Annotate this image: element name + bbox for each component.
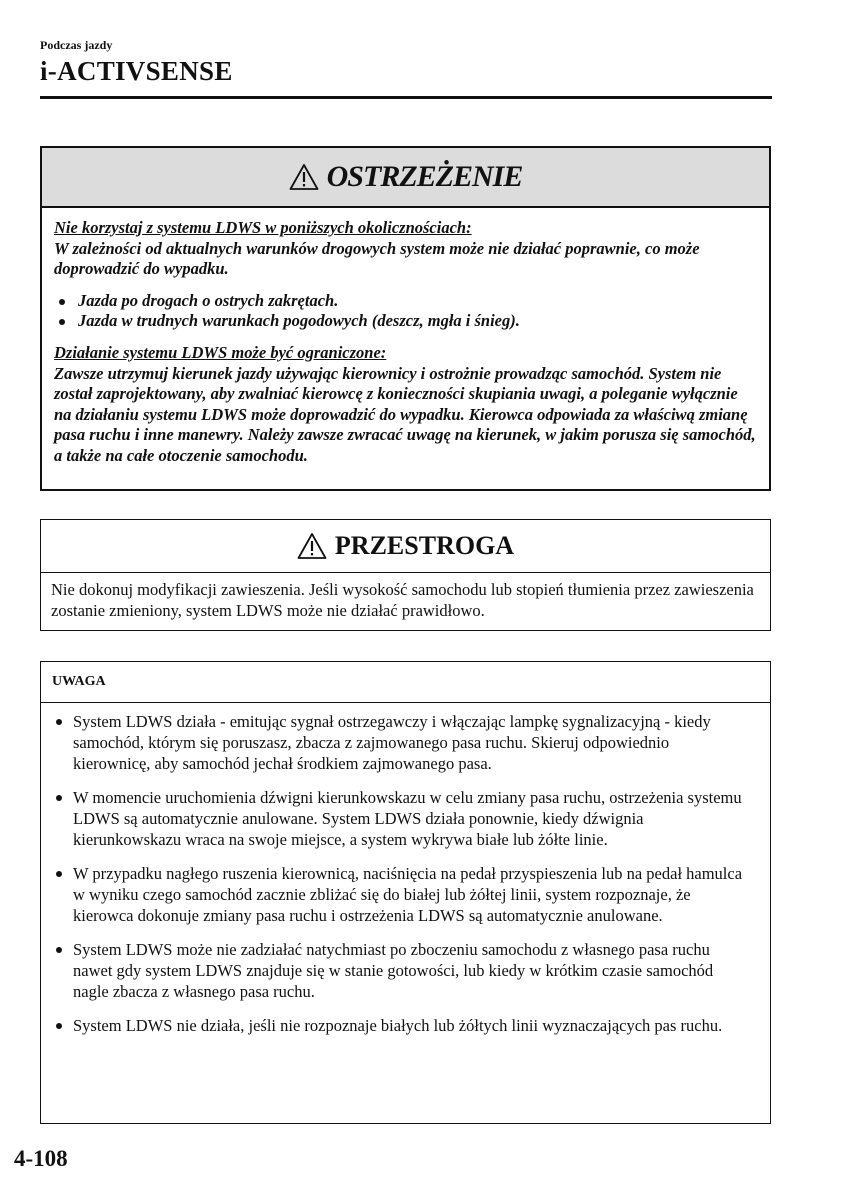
- warning-bullet: Jazda po drogach o ostrych zakrętach.: [54, 291, 757, 312]
- page-number: 4-108: [14, 1146, 68, 1171]
- warning-triangle-icon: [297, 532, 327, 560]
- warning-bullet: Jazda w trudnych warunkach pogodowych (deszcz, mgła i śnieg).: [54, 311, 757, 332]
- caution-heading: PRZESTROGA: [334, 531, 515, 560]
- caution-body: [41, 573, 770, 621]
- warning-bullet-list: [54, 291, 757, 332]
- warning-block2-text: Zawsze utrzymuj kierunek jazdy używając kierownicy i ostrożnie prowadząc samochód. System nie został zaprojektowany, aby zwalniać kierowcę z konieczności skupiania uwagi, a poleganie wyłącznie na działaniu systemu LDWS może doprowadzić do wypadku. Kierowca odpowiada za właściwą zmianę pasa ruchu i inne manewry. Należy zawsze zwracać uwagę na kierunek, w jakim porusza się samochód, a także na całe otoczenie samochodu.: [54, 363, 756, 465]
- section-label: Podczas jazdy: [40, 38, 113, 52]
- warning-triangle-icon: [289, 163, 319, 191]
- note-item: System LDWS działa - emitując sygnał ostrzegawczy i włączając lampkę sygnalizacyjną - kiedy samochód, którym się poruszasz, zbacza z zajmowanego pasa ruchu. Skieruj odpowiednio kierownicę, aby samochód jechał środkiem zajmowanego pasa.: [51, 711, 750, 774]
- warning-block2-title: Działanie systemu LDWS może być ograniczone:: [54, 342, 387, 362]
- note-item: W momencie uruchomienia dźwigni kierunkowskazu w celu zmiany pasa ruchu, ostrzeżenia systemu LDWS są automatycznie anulowane. System LDWS działa ponownie, kiedy dźwignia kierunkowskazu wraca na swoje miejsce, a system wykrywa białe lub żółte linie.: [51, 787, 750, 850]
- note-item: W przypadku nagłego ruszenia kierownicą, naciśnięcia na pedał przyspieszenia lub na pedał hamulca w wyniku czego samochód zacznie zbliżać się do białej lub żółtej linii, system rozpoznaje, że kierowca dokonuje zmiany pasa ruchu i ostrzeżenia LDWS są automatycznie anulowane.: [51, 863, 750, 926]
- warning-block1-text: W zależności od aktualnych warunków drogowych system może nie działać poprawnie, co może doprowadzić do wypadku.: [54, 238, 700, 279]
- warning-body: [42, 208, 769, 467]
- page-title: i-ACTIVSENSE: [40, 56, 233, 86]
- note-heading: UWAGA: [41, 662, 770, 703]
- warning-heading: OSTRZEŻENIE: [326, 160, 523, 193]
- title-divider: [40, 96, 772, 99]
- warning-box: [40, 146, 771, 491]
- note-list: [41, 703, 770, 1036]
- caution-box: [40, 519, 771, 631]
- note-item: System LDWS nie działa, jeśli nie rozpoznaje białych lub żółtych linii wyznaczających pas ruchu.: [51, 1015, 750, 1036]
- warning-header: [42, 148, 769, 208]
- caution-text: Nie dokonuj modyfikacji zawieszenia. Jeśli wysokość samochodu lub stopień tłumienia przez zawieszenia zostanie zmieniony, system LDWS może nie działać prawidłowo.: [51, 580, 754, 620]
- note-item: System LDWS może nie zadziałać natychmiast po zboczeniu samochodu z własnego pasa ruchu nawet gdy system LDWS znajduje się w stanie gotowości, lub kiedy w krótkim czasie samochód nagle zbacza z własnego pasa ruchu.: [51, 939, 750, 1002]
- warning-block1-title: Nie korzystaj z systemu LDWS w poniższych okolicznościach:: [54, 218, 472, 237]
- note-box: [40, 661, 771, 1124]
- caution-header: [41, 520, 770, 573]
